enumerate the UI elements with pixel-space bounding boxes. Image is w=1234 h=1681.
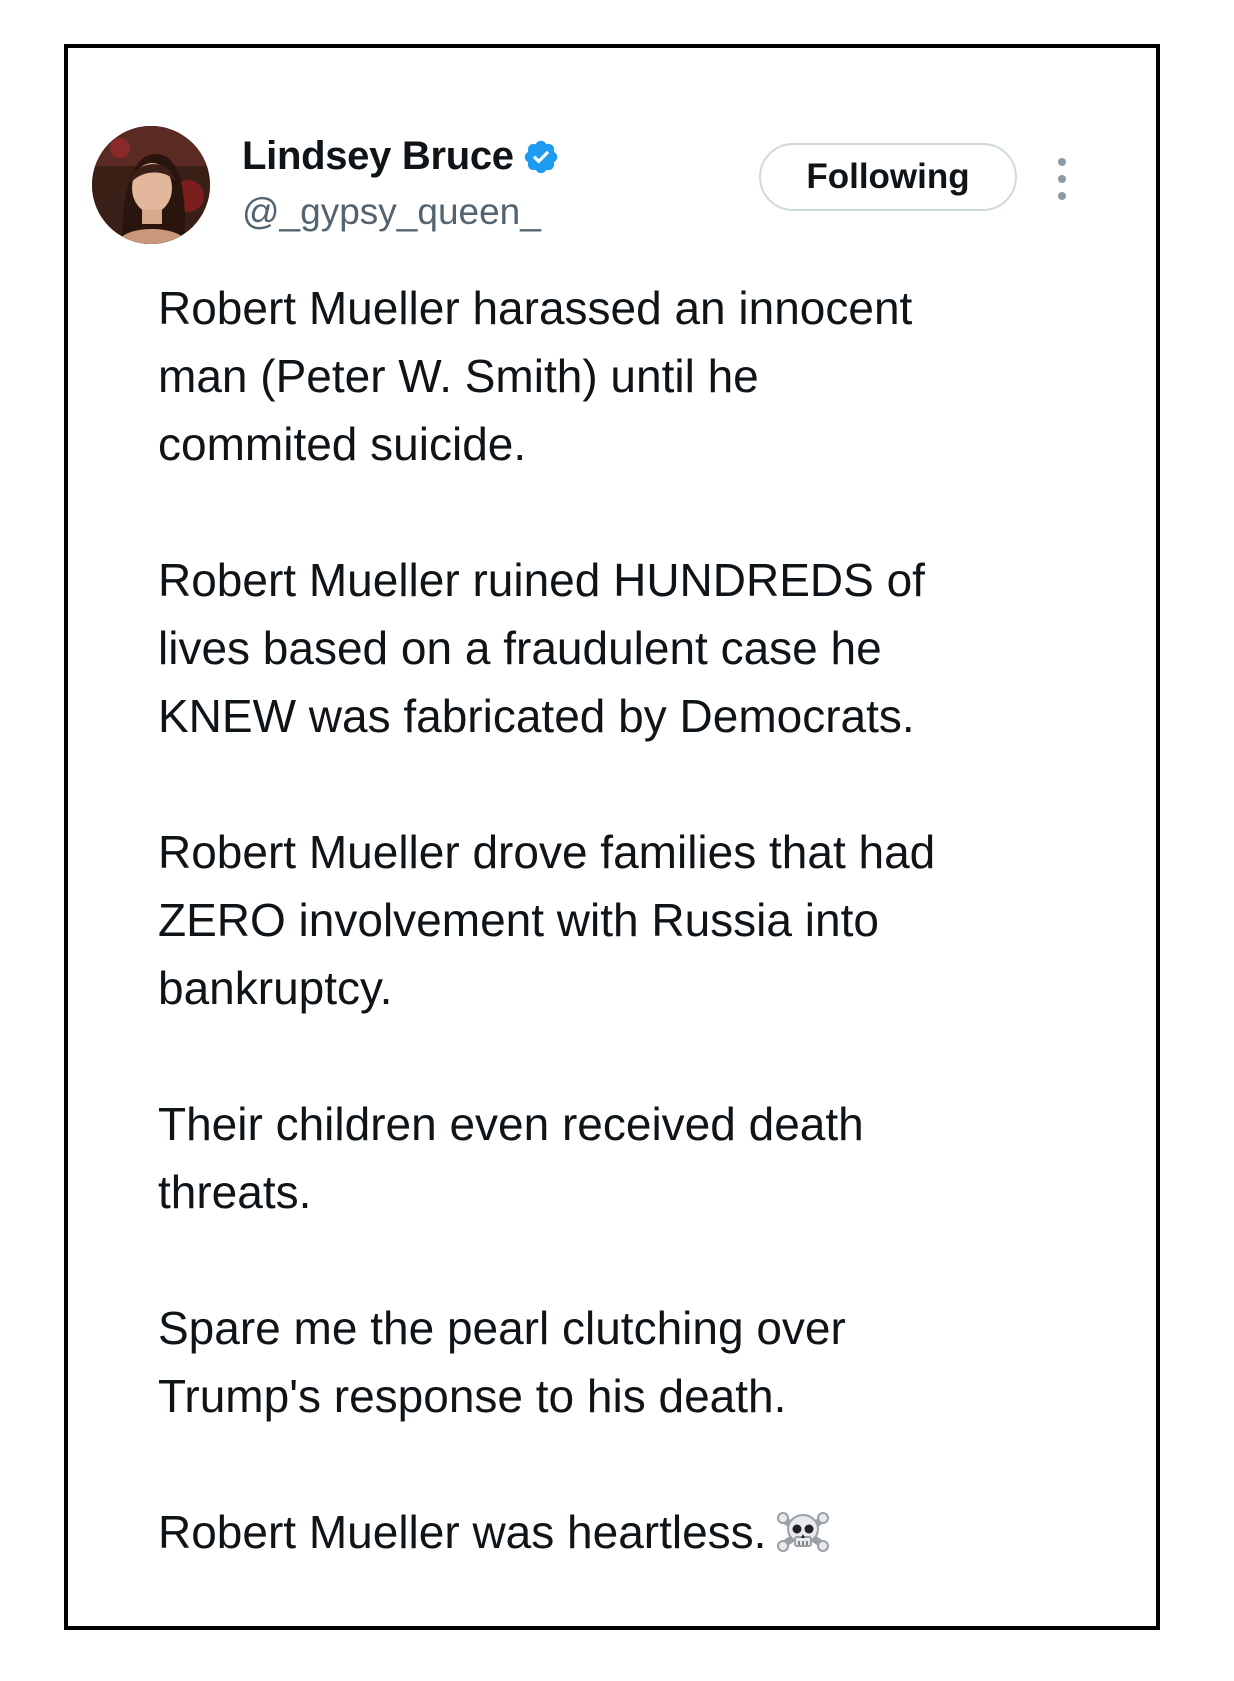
avatar-photo	[92, 126, 210, 244]
tweet-last-paragraph	[158, 1498, 1078, 1576]
verified-badge-icon	[522, 138, 560, 176]
more-options-icon[interactable]	[1055, 156, 1069, 202]
skull-and-crossbones-icon	[776, 1504, 830, 1576]
tweet-paragraph-text: Robert Mueller was heartless.	[158, 1506, 767, 1558]
author-name-row	[242, 134, 560, 179]
tweet-paragraph: Robert Mueller ruined HUNDREDS of lives based on a fraudulent case he KNEW was fabricated by Democrats.	[158, 554, 925, 742]
author-display-name[interactable]: Lindsey Bruce	[242, 134, 514, 178]
tweet-header	[92, 84, 1022, 232]
tweet-text	[158, 274, 1078, 1576]
tweet-paragraph: Robert Mueller drove families that had ZERO involvement with Russia into bankruptcy.	[158, 826, 936, 1014]
tweet-paragraph: Their children even received death threats.	[158, 1098, 864, 1218]
following-button[interactable]: Following	[759, 143, 1017, 211]
author-handle[interactable]: @_gypsy_queen_	[242, 191, 541, 232]
tweet-paragraph: Spare me the pearl clutching over Trump's response to his death.	[158, 1302, 846, 1422]
avatar[interactable]	[92, 126, 210, 244]
tweet-paragraph: Robert Mueller harassed an innocent man (Peter W. Smith) until he commited suicide.	[158, 282, 913, 470]
